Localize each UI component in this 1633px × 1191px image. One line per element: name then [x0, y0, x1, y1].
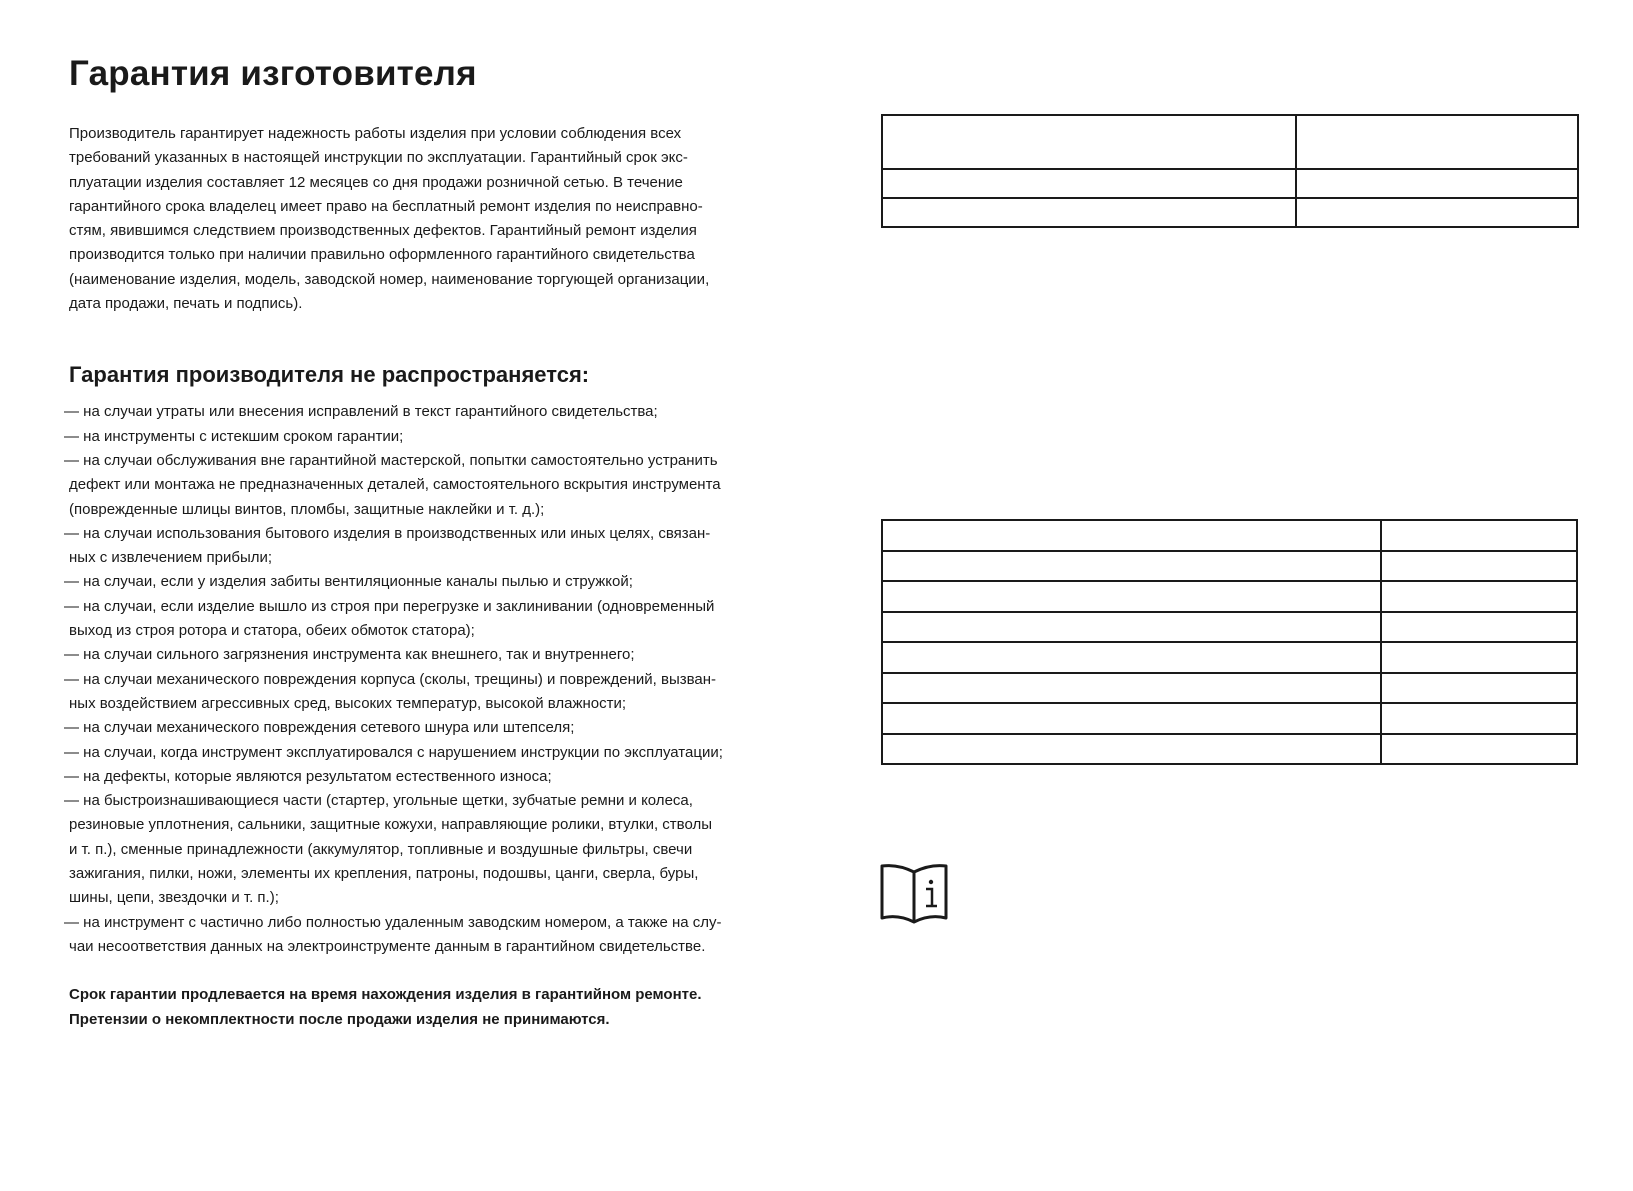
intro-line: стям, явившимся следствием производственных дефектов. Гарантийный ремонт изделия	[69, 222, 697, 240]
exclusion-line: — на случаи механического повреждения сетевого шнура или штепселя;	[64, 719, 575, 737]
exclusion-line: — на случаи, если у изделия забиты вентиляционные каналы пылью и стружкой;	[64, 573, 633, 591]
note-line: Претензии о некомплектности после продажи изделия не принимаются.	[69, 1010, 610, 1028]
warranty-text-column	[64, 52, 769, 1032]
exclusion-line: — на случаи сильного загрязнения инструмента как внешнего, так и внутреннего;	[64, 646, 635, 664]
exclusion-line: — на инструмент с частично либо полностью удаленным заводским номером, а также на слу-	[64, 913, 722, 931]
exclusion-line: шины, цепи, звездочки и т. п.);	[69, 889, 279, 907]
table-cell[interactable]	[882, 642, 1381, 673]
warranty-notes	[69, 983, 769, 1032]
exclusion-line: чаи несоответствия данных на электроинструменте данным в гарантийном свидетельстве.	[69, 937, 706, 955]
table-cell[interactable]	[1381, 734, 1577, 765]
page-title: Гарантия изготовителя	[69, 54, 477, 93]
table-cell[interactable]	[1296, 169, 1578, 198]
exclusion-line: — на случаи использования бытового изделия в производственных или иных целях, связан-	[64, 524, 711, 542]
intro-line: требований указанных в настоящей инструкции по эксплуатации. Гарантийный срок экс-	[69, 149, 688, 167]
exclusion-line: резиновые уплотнения, сальники, защитные кожухи, направляющие ролики, втулки, стволы	[69, 816, 712, 834]
exclusion-line: выход из строя ротора и статора, обеих обмоток статора);	[69, 622, 475, 640]
intro-line: дата продажи, печать и подпись).	[69, 295, 303, 313]
exclusion-line: — на случаи, когда инструмент эксплуатировался с нарушением инструкции по эксплуатации;	[64, 743, 723, 761]
table-cell[interactable]	[882, 169, 1296, 198]
table-cell[interactable]	[882, 115, 1296, 169]
table-cell[interactable]	[1381, 673, 1577, 704]
intro-line: Производитель гарантирует надежность работы изделия при условии соблюдения всех	[69, 125, 682, 142]
exclusion-line: дефект или монтажа не предназначенных деталей, самостоятельного вскрытия инструмента	[69, 476, 721, 494]
table-cell[interactable]	[882, 703, 1381, 734]
table-cell[interactable]	[882, 520, 1381, 551]
exclusion-line: — на дефекты, которые являются результатом естественного износа;	[64, 767, 552, 785]
intro-line: (наименование изделия, модель, заводской номер, наименование торгующей организации,	[69, 270, 710, 288]
manual-info-icon	[880, 864, 948, 924]
exclusion-line: зажигания, пилки, ножи, элементы их крепления, патроны, подошвы, цанги, сверла, буры,	[69, 865, 699, 883]
exclusions-list	[64, 400, 769, 959]
intro-line: плуатации изделия составляет 12 месяцев со дня продажи розничной сетью. В течение	[69, 173, 683, 191]
intro-line: гарантийного срока владелец имеет право на бесплатный ремонт изделия по неисправно-	[69, 197, 703, 215]
exclusion-line: — на случаи утраты или внесения исправлений в текст гарантийного свидетельства;	[64, 403, 658, 421]
table-cell[interactable]	[882, 612, 1381, 643]
exclusion-line: — на случаи обслуживания вне гарантийной мастерской, попытки самостоятельно устранить	[64, 451, 718, 469]
table-cell[interactable]	[882, 673, 1381, 704]
table-cell[interactable]	[882, 581, 1381, 612]
exclusions-title: Гарантия производителя не распространяется:	[69, 362, 590, 388]
repair-record-table	[881, 519, 1578, 765]
intro-line: производится только при наличии правильно оформленного гарантийного свидетельства	[69, 246, 695, 264]
table-cell[interactable]	[1381, 520, 1577, 551]
exclusion-line: ных с извлечением прибыли;	[69, 549, 273, 567]
table-cell[interactable]	[1381, 642, 1577, 673]
exclusion-line: и т. п.), сменные принадлежности (аккумулятор, топливные и воздушные фильтры, свечи	[69, 840, 693, 858]
warranty-info-table	[881, 114, 1579, 228]
exclusion-line: ных воздействием агрессивных сред, высоких температур, высокой влажности;	[69, 694, 627, 712]
table-cell[interactable]	[882, 734, 1381, 765]
exclusion-line: — на случаи механического повреждения корпуса (сколы, трещины) и повреждений, вызван-	[64, 670, 717, 688]
table-cell[interactable]	[1381, 581, 1577, 612]
note-line: Срок гарантии продлевается на время нахождения изделия в гарантийном ремонте.	[69, 986, 702, 1004]
table-cell[interactable]	[1296, 198, 1578, 227]
table-cell[interactable]	[1296, 115, 1578, 169]
intro-paragraph	[69, 122, 769, 316]
exclusion-line: (поврежденные шлицы винтов, пломбы, защитные наклейки и т. д.);	[69, 500, 545, 518]
exclusion-line: — на быстроизнашивающиеся части (стартер, угольные щетки, зубчатые ремни и колеса,	[64, 792, 693, 810]
table-cell[interactable]	[882, 551, 1381, 582]
table-cell[interactable]	[1381, 551, 1577, 582]
exclusion-line: — на случаи, если изделие вышло из строя при перегрузке и заклинивании (одновременный	[64, 597, 715, 615]
table-cell[interactable]	[882, 198, 1296, 227]
exclusion-line: — на инструменты с истекшим сроком гарантии;	[64, 427, 404, 445]
table-cell[interactable]	[1381, 703, 1577, 734]
table-cell[interactable]	[1381, 612, 1577, 643]
